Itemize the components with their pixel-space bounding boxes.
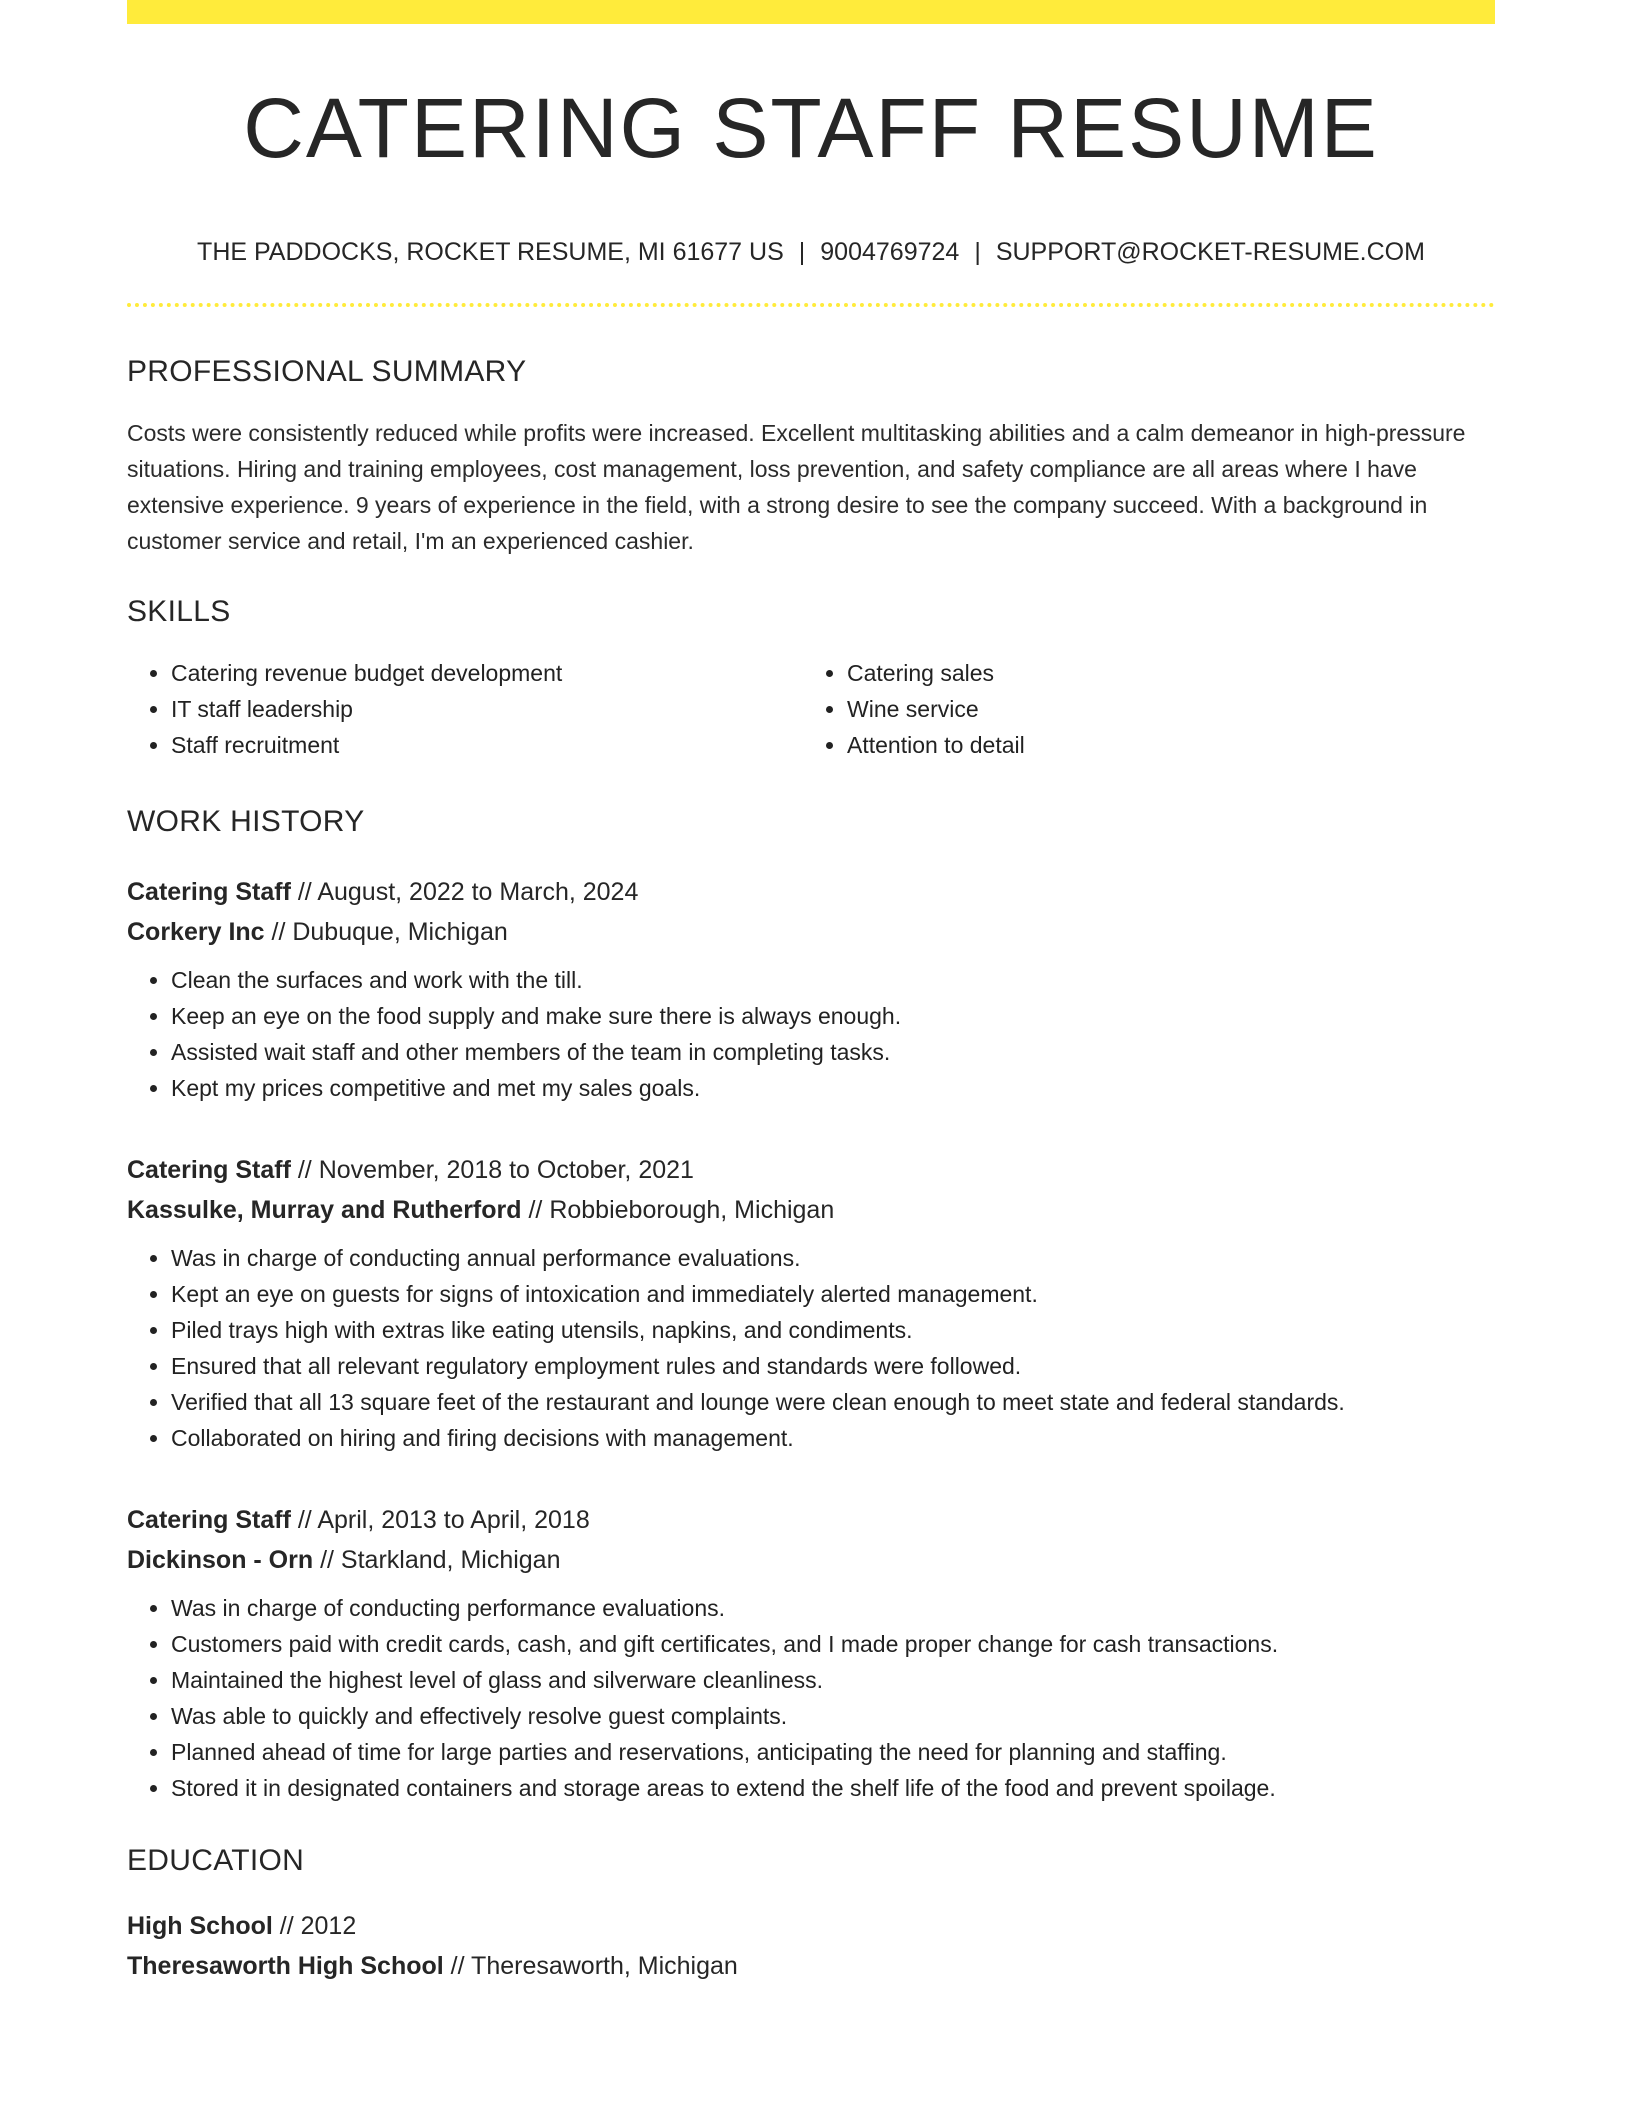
work-history-heading: WORK HISTORY: [127, 805, 365, 838]
job-location: // Dubuque, Michigan: [271, 918, 508, 946]
job-bullet: • Piled trays high with extras like eating utensils, napkins, and condiments.: [171, 1312, 1495, 1348]
job-bullet: • Keep an eye on the food supply and make sure there is always enough.: [171, 998, 1495, 1034]
job-company: Corkery Inc: [127, 918, 265, 946]
job-bullet: • Clean the surfaces and work with the till.: [171, 962, 1495, 998]
resume-page: [127, 0, 1495, 1986]
job-title-line: [127, 1150, 1495, 1190]
skill-item: • Attention to detail: [847, 727, 1477, 763]
job-title: Catering Staff: [127, 1506, 291, 1534]
dotted-divider: [127, 303, 1495, 307]
job-bullet: • Customers paid with credit cards, cash, and gift certificates, and I made proper change for cash transactions.: [171, 1626, 1495, 1662]
separator: |: [974, 238, 981, 266]
job-title-line: [127, 872, 1495, 912]
job-bullet: • Maintained the highest level of glass and silverware cleanliness.: [171, 1662, 1495, 1698]
job-bullets: [127, 1590, 1495, 1806]
summary-text: Costs were consistently reduced while profits were increased. Excellent multitasking abilities and a calm demeanor in high-pressure situations. Hiring and training employees, cost management, loss prevention, and safety compliance are all areas where I have extensive experience. 9 years of experience in the field, with a strong desire to see the company succeed. With a background in customer service and retail, I'm an experienced cashier.: [127, 420, 1466, 554]
job-bullet: • Kept my prices competitive and met my sales goals.: [171, 1070, 1495, 1106]
contact-line: [127, 240, 1495, 265]
job-company-line: [127, 1540, 1495, 1580]
job-bullet: • Assisted wait staff and other members of the team in completing tasks.: [171, 1034, 1495, 1070]
address-text: THE PADDOCKS, ROCKET RESUME, MI 61677 US: [197, 238, 784, 266]
job-bullet: • Collaborated on hiring and firing decisions with management.: [171, 1420, 1495, 1456]
job-bullet: • Kept an eye on guests for signs of intoxication and immediately alerted management.: [171, 1276, 1495, 1312]
school-name: Theresaworth High School: [127, 1952, 444, 1980]
job-company: Kassulke, Murray and Rutherford: [127, 1196, 522, 1224]
accent-bar: [127, 0, 1495, 24]
degree-line: [127, 1906, 1495, 1946]
job-bullet: • Planned ahead of time for large parties and reservations, anticipating the need for planning and staffing.: [171, 1734, 1495, 1770]
job-bullet: • Was in charge of conducting performance evaluations.: [171, 1590, 1495, 1626]
phone-text: 9004769724: [820, 238, 960, 266]
job-dates: // November, 2018 to October, 2021: [297, 1156, 694, 1184]
job-company-line: [127, 1190, 1495, 1230]
job-entry: [127, 1150, 1495, 1456]
job-entry: [127, 872, 1495, 1106]
school-location: // Theresaworth, Michigan: [450, 1952, 738, 1980]
skill-item: • IT staff leadership: [171, 691, 801, 727]
job-bullets: [127, 962, 1495, 1106]
job-dates: // August, 2022 to March, 2024: [297, 878, 639, 906]
skills-column-left: [127, 655, 801, 763]
skills-column-right: [801, 655, 1477, 763]
skill-item: • Wine service: [847, 691, 1477, 727]
job-title: Catering Staff: [127, 1156, 291, 1184]
school-line: [127, 1946, 1495, 1986]
education-heading: EDUCATION: [127, 1844, 305, 1877]
job-bullet: • Was able to quickly and effectively resolve guest complaints.: [171, 1698, 1495, 1734]
skill-item: • Staff recruitment: [171, 727, 801, 763]
job-company-line: [127, 912, 1495, 952]
job-bullet: • Ensured that all relevant regulatory employment rules and standards were followed.: [171, 1348, 1495, 1384]
graduation-year: // 2012: [279, 1912, 357, 1940]
summary-heading: PROFESSIONAL SUMMARY: [127, 355, 527, 388]
page-title: CATERING STAFF RESUME: [243, 81, 1379, 175]
job-title: Catering Staff: [127, 878, 291, 906]
email-text: SUPPORT@ROCKET-RESUME.COM: [995, 238, 1425, 266]
skill-item: • Catering sales: [847, 655, 1477, 691]
degree: High School: [127, 1912, 273, 1940]
job-entry: [127, 1500, 1495, 1806]
job-dates: // April, 2013 to April, 2018: [297, 1506, 590, 1534]
job-bullet: • Stored it in designated containers and storage areas to extend the shelf life of the food and prevent spoilage.: [171, 1770, 1495, 1806]
job-bullet: • Was in charge of conducting annual performance evaluations.: [171, 1240, 1495, 1276]
education-entry: [127, 1906, 1495, 1986]
job-location: // Robbieborough, Michigan: [528, 1196, 835, 1224]
job-title-line: [127, 1500, 1495, 1540]
separator: |: [798, 238, 806, 266]
skills-heading: SKILLS: [127, 595, 231, 628]
job-location: // Starkland, Michigan: [320, 1546, 561, 1574]
job-bullets: [127, 1240, 1495, 1456]
skill-item: • Catering revenue budget development: [171, 655, 801, 691]
skills-list: [127, 655, 1495, 763]
job-bullet: • Verified that all 13 square feet of the restaurant and lounge were clean enough to meet state and federal standards.: [171, 1384, 1495, 1420]
job-company: Dickinson - Orn: [127, 1546, 314, 1574]
